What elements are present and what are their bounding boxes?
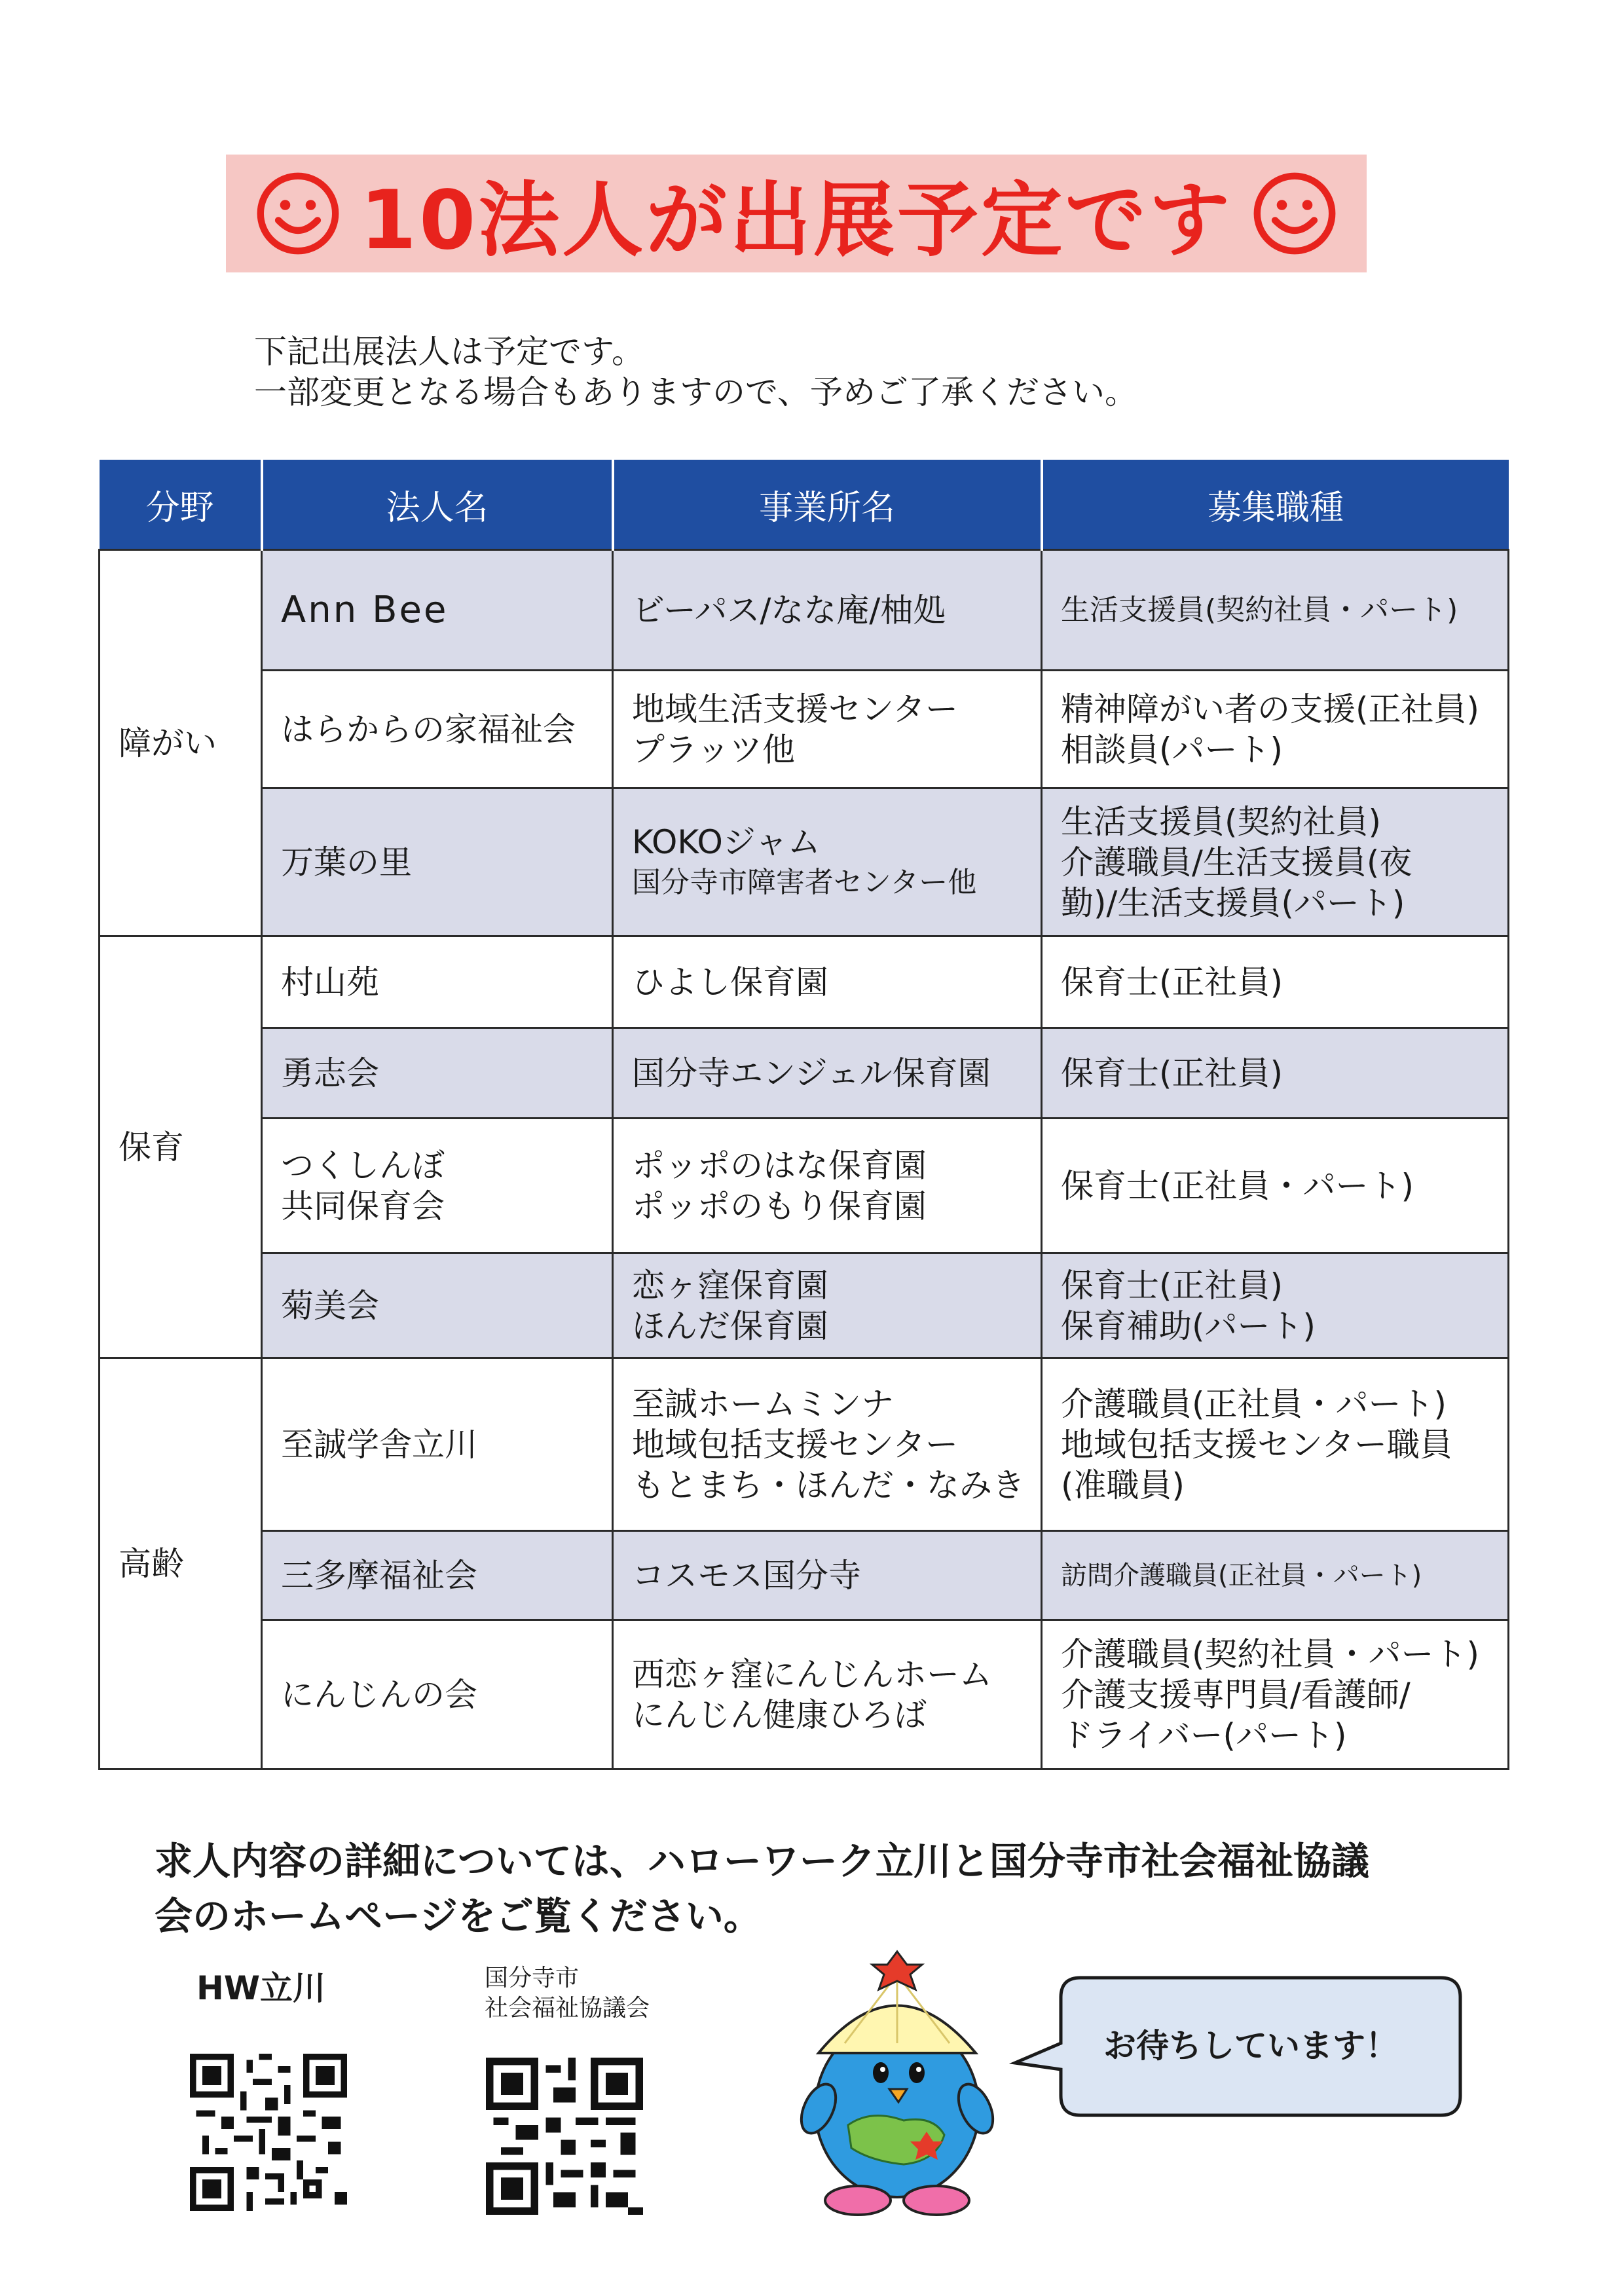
corp-cell: [262, 1358, 613, 1531]
office-line: ひよし保育園: [632, 963, 828, 1001]
footer-line-1: 求人内容の詳細については、ハローワーク立川と国分寺市社会福祉協議: [155, 1839, 1369, 1883]
jobs-cell: [1042, 788, 1509, 936]
office-line: 地域生活支援センター: [632, 690, 958, 728]
corp-cell: [262, 1119, 613, 1253]
corp-cell: [262, 1531, 613, 1620]
corp-cell: [262, 671, 613, 788]
corp-cell: [262, 936, 613, 1028]
speech-bubble-text: お待ちしています！: [1103, 2027, 1398, 2065]
smiley-left-icon: [255, 171, 341, 256]
corp-name: はらからの家福祉会: [281, 710, 576, 749]
jobs-line: 生活支援員(契約社員): [1061, 802, 1382, 841]
office-line: ビーパス/なな庵/柚処: [632, 591, 946, 629]
table-row: [100, 936, 1509, 1028]
table-row: [100, 1620, 1509, 1769]
jobs-line: 精神障がい者の支援(正社員): [1061, 690, 1480, 728]
jobs-line: 保育士(正社員・パート): [1061, 1166, 1414, 1205]
footer-note: [155, 1834, 1369, 1944]
corp-name: つくしんぼ: [281, 1146, 445, 1185]
jobs-line: (准職員): [1061, 1466, 1185, 1504]
office-line: 国分寺市障害者センター他: [632, 865, 977, 899]
jobs-line: 介護職員/生活支援員(夜: [1061, 843, 1412, 881]
table-row: [100, 1119, 1509, 1253]
corp-name: 菊美会: [281, 1286, 379, 1325]
exhibitor-table: [98, 460, 1509, 1770]
office-line: 地域包括支援センター: [632, 1425, 958, 1464]
jobs-line: 保育士(正社員): [1061, 963, 1283, 1001]
table-header-row: [100, 460, 1509, 550]
table-row: [100, 1358, 1509, 1531]
title-banner: [226, 155, 1367, 272]
office-cell: [613, 788, 1042, 936]
header-field: 分野: [100, 460, 262, 550]
office-line: 恋ヶ窪保育園: [632, 1266, 828, 1305]
office-line: ポッポのはな保育園: [632, 1146, 927, 1185]
office-line: プラッツ他: [632, 730, 795, 769]
corp-name: 勇志会: [281, 1054, 379, 1092]
office-cell: [613, 1358, 1042, 1531]
qr-code-council-icon[interactable]: [486, 2058, 643, 2215]
office-line: 西恋ヶ窪にんじんホーム: [632, 1655, 992, 1694]
qr-council-label: [485, 1963, 650, 2024]
office-cell: [613, 936, 1042, 1028]
corp-name: 至誠学舎立川: [281, 1425, 477, 1464]
smiley-right-icon: [1252, 171, 1337, 256]
jobs-cell: [1042, 936, 1509, 1028]
office-cell: [613, 671, 1042, 788]
jobs-line: 介護職員(正社員・パート): [1061, 1384, 1447, 1423]
qr-council-label-2: 社会福祉協議会: [485, 1995, 650, 2022]
qr-code-hw-icon[interactable]: [190, 2054, 347, 2211]
office-cell: [613, 1531, 1042, 1620]
corp-name: にんじんの会: [281, 1675, 477, 1714]
office-line: KOKOジャム: [632, 823, 821, 861]
qr-council-label-1: 国分寺市: [485, 1965, 580, 1991]
corp-cell: [262, 1028, 613, 1119]
office-cell: [613, 1119, 1042, 1253]
intro-line-1: 下記出展法人は予定です。: [254, 333, 644, 371]
qr-hw-label: HW立川: [196, 1969, 325, 2007]
table-row: [100, 1531, 1509, 1620]
footer-line-2: 会のホームページをご覧ください。: [155, 1894, 762, 1938]
corp-name: 万葉の里: [281, 843, 412, 881]
corp-cell: [262, 550, 613, 671]
table-row: [100, 1253, 1509, 1358]
office-line: もとまち・ほんだ・なみき: [632, 1466, 1025, 1504]
office-line: コスモス国分寺: [632, 1556, 861, 1595]
intro-text: [254, 331, 1137, 413]
jobs-cell: [1042, 550, 1509, 671]
office-cell: [613, 1028, 1042, 1119]
jobs-cell: [1042, 1531, 1509, 1620]
jobs-line: 保育補助(パート): [1061, 1306, 1316, 1345]
table-row: [100, 550, 1509, 671]
table-row: [100, 788, 1509, 936]
field-cell: 障がい: [100, 550, 262, 936]
jobs-line: 勤)/生活支援員(パート): [1061, 883, 1405, 922]
intro-line-2: 一部変更となる場合もありますので、予めご了承ください。: [254, 373, 1137, 411]
jobs-line: 訪問介護職員(正社員・パート): [1061, 1560, 1422, 1591]
jobs-line: 介護職員(契約社員・パート): [1061, 1635, 1480, 1673]
office-line: 国分寺エンジェル保育園: [632, 1054, 991, 1092]
office-line: 至誠ホームミンナ: [632, 1384, 894, 1423]
table-row: [100, 671, 1509, 788]
office-line: にんじん健康ひろば: [632, 1695, 927, 1734]
field-cell: 高齢: [100, 1358, 262, 1769]
corp-name: 三多摩福祉会: [281, 1556, 477, 1595]
jobs-line: 相談員(パート): [1061, 730, 1283, 769]
jobs-cell: [1042, 1028, 1509, 1119]
jobs-line: 保育士(正社員): [1061, 1054, 1283, 1092]
header-jobs: 募集職種: [1042, 460, 1509, 550]
corp-name: 共同保育会: [281, 1187, 445, 1225]
jobs-cell: [1042, 671, 1509, 788]
corp-cell: [262, 1253, 613, 1358]
field-cell: 保育: [100, 936, 262, 1358]
office-cell: [613, 1253, 1042, 1358]
office-cell: [613, 550, 1042, 671]
jobs-cell: [1042, 1119, 1509, 1253]
jobs-cell: [1042, 1620, 1509, 1769]
table-row: [100, 1028, 1509, 1119]
corp-name: Ann Bee: [281, 588, 449, 631]
banner-title: 10法人が出展予定です: [360, 174, 1233, 268]
jobs-cell: [1042, 1253, 1509, 1358]
office-line: ほんだ保育園: [632, 1306, 828, 1345]
jobs-line: ドライバー(パート): [1061, 1716, 1347, 1754]
office-cell: [613, 1620, 1042, 1769]
corp-name: 村山苑: [281, 963, 379, 1001]
header-corp: 法人名: [262, 460, 613, 550]
corp-cell: [262, 1620, 613, 1769]
corp-cell: [262, 788, 613, 936]
jobs-line: 介護支援専門員/看護師/: [1061, 1675, 1411, 1714]
header-office: 事業所名: [613, 460, 1042, 550]
jobs-line: 保育士(正社員): [1061, 1266, 1283, 1305]
mascot-character-icon: [773, 1945, 1022, 2220]
jobs-line: 地域包括支援センター職員: [1061, 1425, 1452, 1464]
jobs-line: 生活支援員(契約社員・パート): [1061, 593, 1458, 627]
office-line: ポッポのもり保育園: [632, 1187, 927, 1225]
jobs-cell: [1042, 1358, 1509, 1531]
